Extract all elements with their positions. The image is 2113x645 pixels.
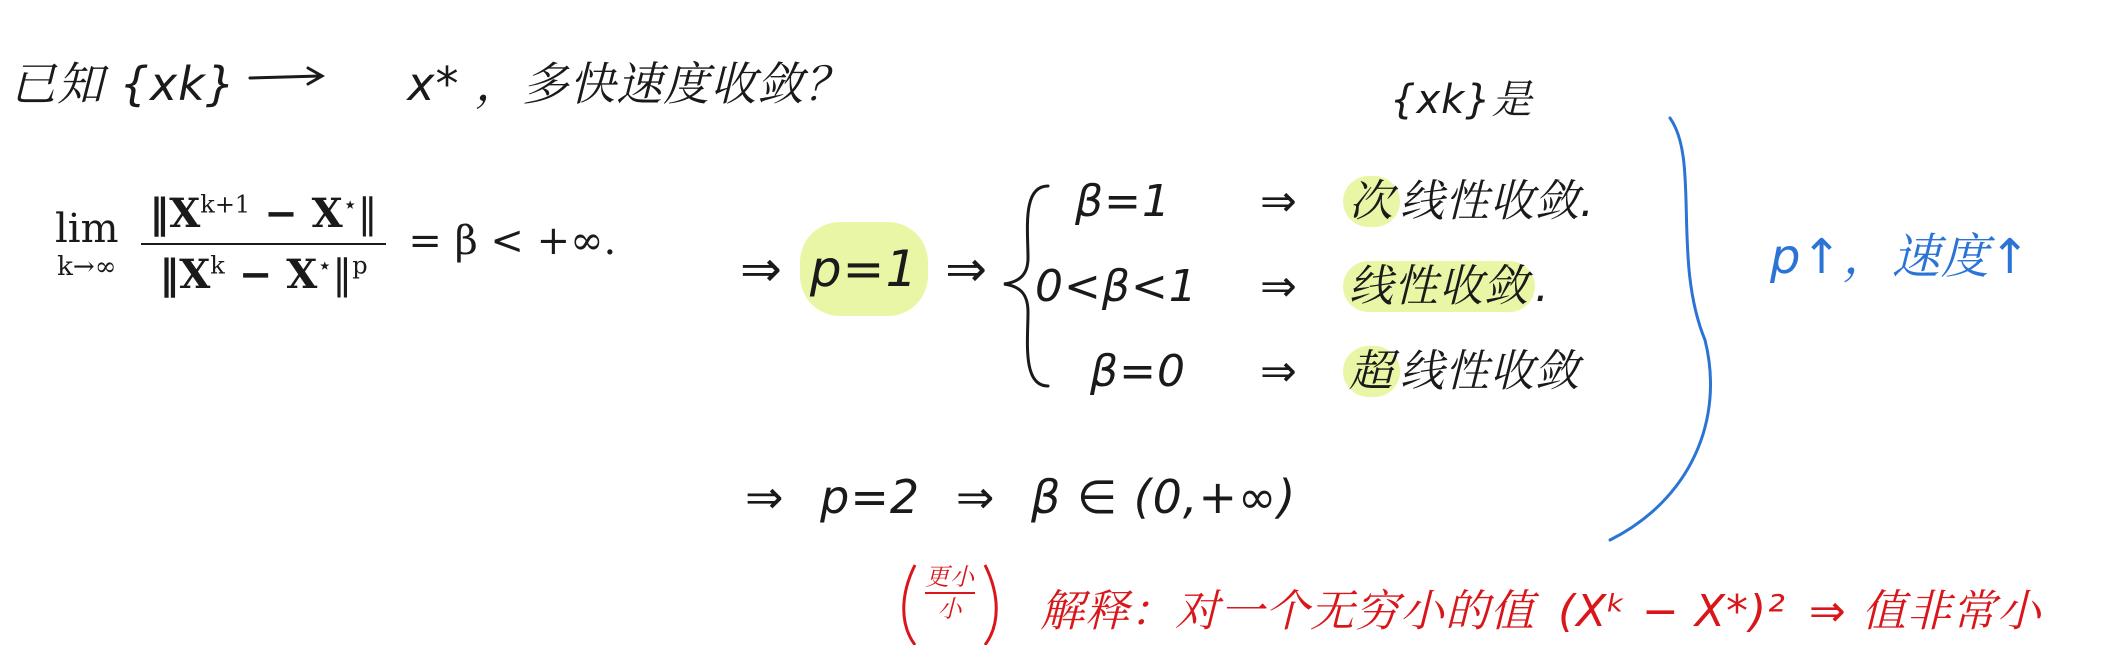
p2-eq: p=2 xyxy=(820,470,921,524)
convergence-fraction xyxy=(141,190,385,298)
p2-range: β ∈ (0,+∞) xyxy=(1030,470,1297,524)
case-1: β=1 ⇒ 次 线性收敛. xyxy=(1075,176,1595,227)
p2-implication: ⇒ p=2 ⇒ β ∈ (0,+∞) xyxy=(745,470,1297,524)
formula-rhs: = β < +∞. xyxy=(408,218,617,264)
red-right-paren xyxy=(985,565,996,645)
fraction-numerator: $‖X^{k+1}$ − X⋆‖ xyxy=(141,190,385,245)
red-tail: ⇒ 值非常小 xyxy=(1808,586,2042,637)
case-3-highlight: 超 xyxy=(1343,346,1400,397)
question-target: x* xyxy=(407,57,460,111)
lim-operator: lim k→∞ xyxy=(55,206,119,282)
question-line xyxy=(10,48,851,114)
blue-right-curve xyxy=(1610,118,1711,540)
question-prefix: 已知 {xk} xyxy=(10,57,237,111)
p1-implication: ⇒ p=1 ⇒ xyxy=(740,240,988,298)
question-suffix: ，多快速度收敛？ xyxy=(475,57,852,111)
red-left-paren xyxy=(904,565,915,645)
red-expr: (Xᵏ − X*)² xyxy=(1558,586,1786,637)
red-fraction: 更小 小 xyxy=(925,563,975,623)
red-explanation: 解释：对一个无穷小的值 (Xᵏ − X*)² ⇒ 值非常小 xyxy=(1040,586,2042,637)
blue-note: p↑，速度↑ xyxy=(1770,229,2031,285)
case-1-highlight: 次 xyxy=(1343,176,1400,227)
limit-formula xyxy=(55,190,616,298)
case-2: 0<β<1 ⇒ 线性收敛 . xyxy=(1035,261,1550,312)
case-3: β=0 ⇒ 超 线性收敛 xyxy=(1090,346,1580,397)
case-2-highlight: 线性收敛 xyxy=(1343,261,1535,312)
cases-header: {xk}是 xyxy=(1390,77,1533,123)
fraction-denominator: $‖X^k$ − X⋆‖$^p$ xyxy=(159,251,368,298)
p1-highlight: p=1 xyxy=(800,222,928,316)
